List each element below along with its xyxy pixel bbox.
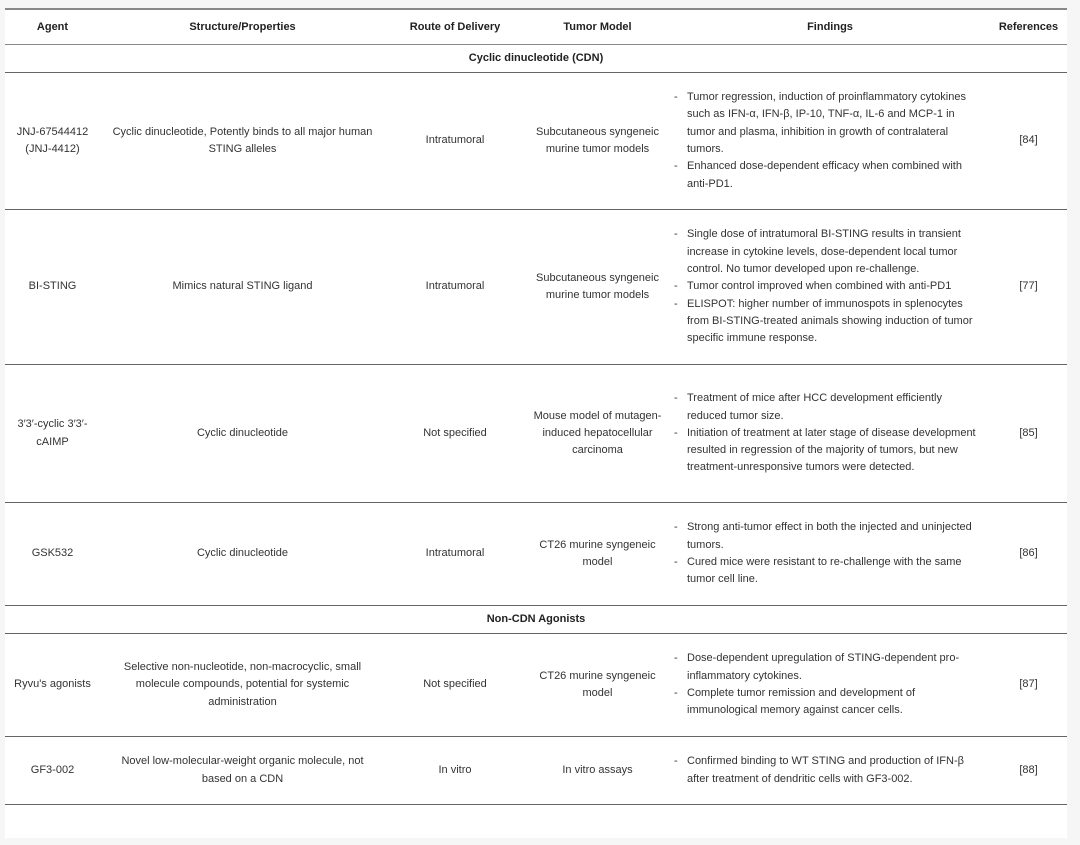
tumor-model-cell: Mouse model of mutagen-induced hepatocellular carcinoma — [525, 365, 670, 503]
findings-cell — [670, 73, 990, 210]
finding-item: - Cured mice were resistant to re-challenge with the same tumor cell line. — [674, 554, 980, 589]
column-header: References — [990, 9, 1067, 45]
table-row — [5, 365, 1067, 503]
agent-cell: BI-STING — [5, 210, 100, 365]
route-cell: Not specified — [385, 365, 525, 503]
findings-list — [674, 519, 980, 588]
agent-cell: 3′3′-cyclic 3′3′-cAIMP — [5, 365, 100, 503]
reference-cell: [77] — [990, 210, 1067, 365]
finding-item: - Tumor regression, induction of proinflammatory cytokines such as IFN-α, IFN-β, IP-10, TNF-α, IL-6 and MCP-1 in tumor and plasma, inhibition in growth of contralateral tumors. — [674, 89, 980, 158]
empty-cell — [525, 805, 670, 845]
agent-cell: GF3-002 — [5, 737, 100, 805]
findings-list — [674, 89, 980, 193]
findings-list — [674, 390, 980, 476]
reference-cell: [84] — [990, 73, 1067, 210]
tumor-model-cell: Subcutaneous syngeneic murine tumor models — [525, 73, 670, 210]
findings-list — [674, 226, 980, 347]
finding-item: - Enhanced dose-dependent efficacy when combined with anti-PD1. — [674, 158, 980, 193]
structure-cell: Cyclic dinucleotide, Potently binds to all major human STING alleles — [100, 73, 385, 210]
findings-list — [674, 650, 980, 719]
structure-cell: Mimics natural STING ligand — [100, 210, 385, 365]
empty-cell — [5, 805, 100, 845]
agent-cell: Ryvu's agonists — [5, 634, 100, 737]
tumor-model-cell: Subcutaneous syngeneic murine tumor models — [525, 210, 670, 365]
empty-cell — [100, 805, 385, 845]
section-row — [5, 606, 1067, 634]
sting-agonists-table — [5, 8, 1067, 845]
route-cell: Intratumoral — [385, 73, 525, 210]
column-header: Structure/Properties — [100, 9, 385, 45]
route-cell: In vitro — [385, 737, 525, 805]
table-container — [5, 8, 1067, 838]
agent-cell: JNJ-67544412 (JNJ-4412) — [5, 73, 100, 210]
structure-cell: Novel low-molecular-weight organic molecule, not based on a CDN — [100, 737, 385, 805]
findings-cell — [670, 210, 990, 365]
column-header: Tumor Model — [525, 9, 670, 45]
tumor-model-cell: CT26 murine syngeneic model — [525, 634, 670, 737]
empty-cell — [670, 805, 990, 845]
tumor-model-cell: In vitro assays — [525, 737, 670, 805]
table-row — [5, 737, 1067, 805]
reference-cell: [85] — [990, 365, 1067, 503]
reference-cell: [86] — [990, 503, 1067, 606]
empty-cell — [385, 805, 525, 845]
section-row — [5, 45, 1067, 73]
finding-item: - Complete tumor remission and development of immunological memory against cancer cells. — [674, 685, 980, 720]
table-row-partial — [5, 805, 1067, 845]
findings-cell — [670, 503, 990, 606]
agent-cell: GSK532 — [5, 503, 100, 606]
header-row — [5, 9, 1067, 45]
reference-cell: [88] — [990, 737, 1067, 805]
empty-cell — [990, 805, 1067, 845]
finding-item: - Tumor control improved when combined with anti-PD1 — [674, 278, 980, 295]
column-header: Route of Delivery — [385, 9, 525, 45]
section-title: Non-CDN Agonists — [5, 606, 1067, 634]
finding-item: - Confirmed binding to WT STING and production of IFN-β after treatment of dendritic cells with GF3-002. — [674, 753, 980, 788]
findings-cell — [670, 634, 990, 737]
finding-item: - Initiation of treatment at later stage of disease development resulted in regression of the majority of tumors, but new treatment-unresponsive tumors were detected. — [674, 425, 980, 477]
finding-item: - Single dose of intratumoral BI-STING results in transient increase in cytokine levels, dose-dependent local tumor control. No tumor developed upon re-challenge. — [674, 226, 980, 278]
table-row — [5, 634, 1067, 737]
section-title: Cyclic dinucleotide (CDN) — [5, 45, 1067, 73]
findings-cell — [670, 365, 990, 503]
structure-cell: Selective non-nucleotide, non-macrocyclic, small molecule compounds, potential for systemic administration — [100, 634, 385, 737]
structure-cell: Cyclic dinucleotide — [100, 365, 385, 503]
reference-cell: [87] — [990, 634, 1067, 737]
route-cell: Intratumoral — [385, 503, 525, 606]
finding-item: - Treatment of mice after HCC development efficiently reduced tumor size. — [674, 390, 980, 425]
tumor-model-cell: CT26 murine syngeneic model — [525, 503, 670, 606]
structure-cell: Cyclic dinucleotide — [100, 503, 385, 606]
table-row — [5, 210, 1067, 365]
finding-item: - Strong anti-tumor effect in both the injected and uninjected tumors. — [674, 519, 980, 554]
findings-list — [674, 753, 980, 788]
column-header: Findings — [670, 9, 990, 45]
table-row — [5, 503, 1067, 606]
route-cell: Not specified — [385, 634, 525, 737]
column-header: Agent — [5, 9, 100, 45]
findings-cell — [670, 737, 990, 805]
route-cell: Intratumoral — [385, 210, 525, 365]
finding-item: - ELISPOT: higher number of immunospots in splenocytes from BI-STING-treated animals showing induction of tumor specific immune response. — [674, 296, 980, 348]
finding-item: - Dose-dependent upregulation of STING-dependent pro-inflammatory cytokines. — [674, 650, 980, 685]
table-row — [5, 73, 1067, 210]
